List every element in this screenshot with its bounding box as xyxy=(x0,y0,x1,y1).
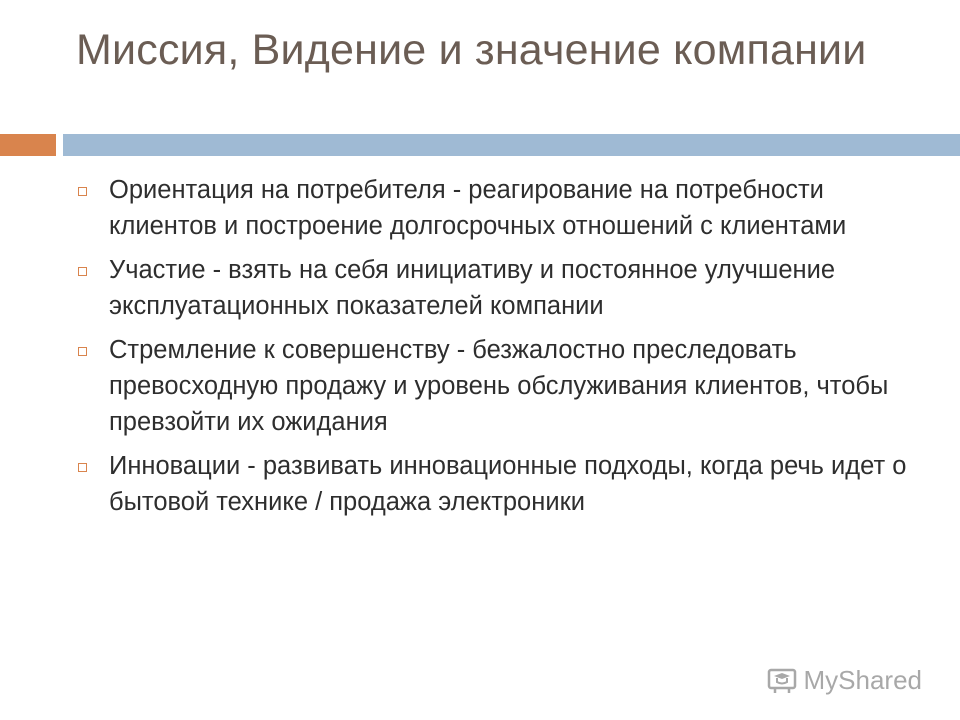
accent-bar-orange xyxy=(0,134,56,156)
square-bullet-icon xyxy=(78,347,87,356)
bullet-item xyxy=(76,252,926,324)
bullet-item xyxy=(76,172,926,244)
square-bullet-icon xyxy=(78,463,87,472)
square-bullet-icon xyxy=(78,267,87,276)
bullet-item xyxy=(76,448,926,520)
bullet-list xyxy=(76,172,926,528)
mortarboard-icon xyxy=(766,666,800,696)
watermark-text: MyShared xyxy=(803,665,922,695)
bullet-text: Ориентация на потребителя - реагирование на потребности клиентов и построение долгосрочных отношений с клиентами xyxy=(109,176,847,240)
bullet-text: Участие - взять на себя инициативу и постоянное улучшение эксплуатационных показателей компании xyxy=(109,256,836,320)
bullet-item xyxy=(76,332,926,440)
accent-bar-blue xyxy=(63,134,960,156)
bullet-text: Инновации - развивать инновационные подходы, когда речь идет о бытовой технике / продажа электроники xyxy=(109,452,907,516)
bullet-text: Стремление к совершенству - безжалостно преследовать превосходную продажу и уровень обслуживания клиентов, чтобы превзойти их ожидания xyxy=(109,336,889,436)
watermark-logo xyxy=(766,665,923,696)
square-bullet-icon xyxy=(78,187,87,196)
slide-title: Миссия, Видение и значение компании xyxy=(76,26,867,74)
